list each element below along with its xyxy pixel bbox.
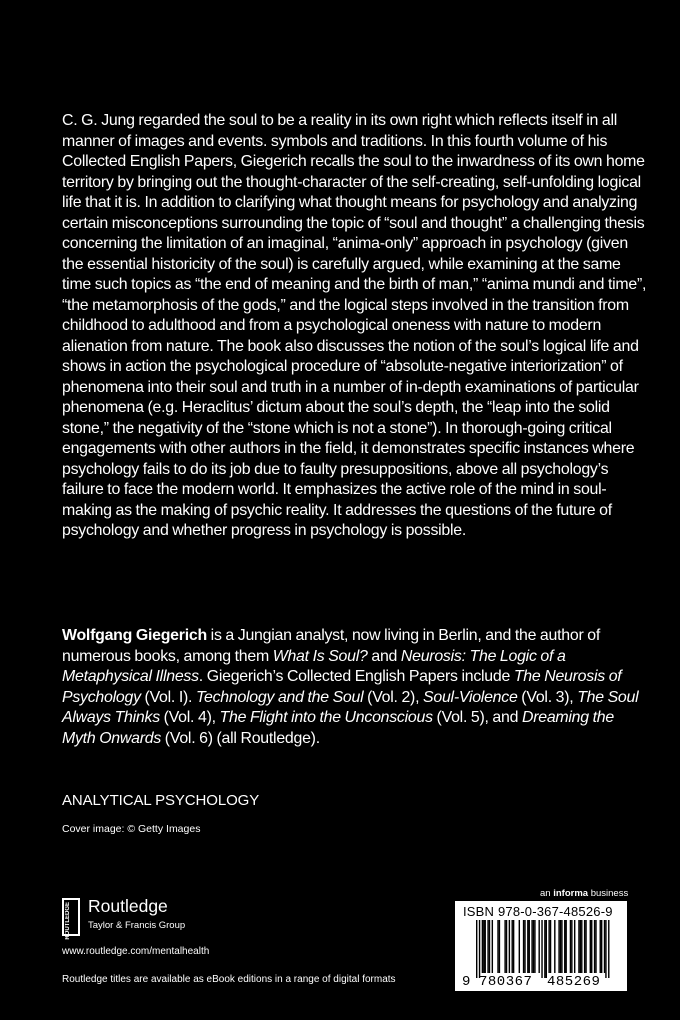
barcode-bar <box>561 920 562 973</box>
informa-tagline <box>540 888 628 899</box>
barcode-bar <box>499 920 500 973</box>
publisher-group: Taylor & Francis Group <box>88 920 186 931</box>
barcode-bar <box>580 920 581 973</box>
barcode-bar <box>560 920 561 973</box>
bio-text: (Vol. 6) (all Routledge). <box>161 729 320 747</box>
barcode-bar <box>504 920 505 973</box>
barcode-bar <box>578 920 579 973</box>
barcode-bar <box>527 920 528 973</box>
publisher-url: www.routledge.com/mentalhealth <box>62 946 210 957</box>
isbn-barcode <box>455 901 627 991</box>
barcode-bar <box>590 920 591 973</box>
barcode-bar <box>591 920 592 973</box>
logo-mark-text: ROUTLEDGE <box>65 902 71 940</box>
barcode-bar <box>534 920 535 973</box>
informa-prefix: an <box>540 888 554 899</box>
volume-title: Dreaming the Myth Onwards <box>62 709 614 747</box>
barcode-bar <box>546 920 547 978</box>
barcode-bar <box>544 920 545 978</box>
barcode-bar <box>538 920 539 973</box>
book-title: What Is Soul? <box>272 647 368 665</box>
book-title: Neurosis: The Logic of a Metaphysical Illness <box>62 647 566 685</box>
barcode-bar <box>601 920 602 973</box>
volume-title: The Neurosis of Psychology <box>62 668 622 706</box>
bio-text: is a Jungian analyst, now living in Berlin, and the author of numerous books, among them <box>62 627 601 665</box>
barcode-bar <box>581 920 582 973</box>
cover-credit: Cover image: © Getty Images <box>62 823 201 835</box>
barcode-bar <box>476 920 477 978</box>
back-cover-blurb: C. G. Jung regarded the soul to be a reality in its own right which reflects itself in all manner of images and events. symbols and traditions. In this fourth volume of his Collected English Papers, Giegerich recalls the soul to the inwardness of its own home territory by bringing out the thought-character of the self-creating, self-unfolding logical life that it is. In addition to clarifying what thought means for psychology and analyzing certain misconceptions surrounding the topic of “soul and thought” a challenging thesis concerning the limitation of an imaginal, “anima-only” approach in psychology (given the essential historicity of the soul) is carefully argued, while examining at the same time such topics as “the end of meaning and the birth of man,” “anima mundi and time”, “the metamorphosis of the gods,” and the logical steps involved in the transition from childhood to adulthood and from a psychological oneness with nature to modern alienation from nature. The book also discusses the notion of the soul’s logical life and shows in action the psychological procedure of “absolute-negative interiorization” of phenomena into their soul and truth in a number of in-depth examinations of particular phenomena (e.g. Heraclitus’ dictum about the soul’s depth, the “leap into the solid stone,” the negativity of the “stone which is not a stone”). In thorough-going critical engagements with other authors in the field, it demonstrates specific instances where psychology fails to do its job due to faulty presuppositions, above all psychology’s failure to face the modern world. It emphasizes the active role of the mind in soul-making as the making of psychic reality. It addresses the questions of the future of psychology and whether progress in psychology is possible. <box>62 112 647 539</box>
barcode-bar <box>513 920 514 973</box>
bio-text: (Vol. 4), <box>159 709 220 726</box>
barcode-bar <box>570 920 571 973</box>
barcode-bar <box>554 920 555 973</box>
barcode-bar <box>531 920 532 973</box>
barcode-bar <box>608 920 609 978</box>
informa-brand: informa <box>553 888 589 899</box>
volume-title: Soul-Violence <box>423 688 518 706</box>
barcode-bar <box>605 920 606 978</box>
barcode-bar <box>509 920 510 973</box>
bio-text: (Vol. I). <box>140 688 196 706</box>
barcode-bar <box>565 920 566 973</box>
barcode-bar <box>487 920 488 973</box>
barcode-bar <box>558 920 559 973</box>
barcode-bar <box>595 920 596 973</box>
author-bio <box>62 626 647 749</box>
subject-category: ANALYTICAL PSYCHOLOGY <box>62 792 260 809</box>
barcode-bar <box>485 920 486 973</box>
barcode-bar <box>524 920 525 973</box>
barcode-bar <box>571 920 572 973</box>
volume-title: The Flight into the Unconscious <box>219 709 433 726</box>
barcode-bar <box>550 920 551 973</box>
barcode-bar <box>489 920 490 973</box>
informa-suffix: business <box>588 888 629 899</box>
author-name: Wolfgang Giegerich <box>62 627 207 644</box>
barcode-bar <box>584 920 585 973</box>
volume-title: Technology and the Soul <box>195 688 364 706</box>
barcode-bar <box>541 920 542 978</box>
barcode-digit-lead: 9 <box>462 974 471 990</box>
barcode-bar <box>492 920 493 973</box>
isbn-label: ISBN 978-0-367-48526-9 <box>463 904 613 919</box>
barcode-bar <box>506 920 507 973</box>
barcode-bar <box>600 920 601 973</box>
barcode-digits-right: 485269 <box>547 974 601 990</box>
barcode-bar <box>548 920 549 973</box>
bio-text: (Vol. 5), and <box>432 709 522 726</box>
bio-text: . Giegerich’s Collected English Papers include <box>198 668 514 685</box>
barcode-bar <box>512 920 513 973</box>
bio-text: and <box>367 647 401 665</box>
barcode-bar <box>482 920 483 973</box>
barcode-bar <box>604 920 605 973</box>
volume-title: The Soul Always Thinks <box>62 688 639 726</box>
bio-text: (Vol. 3), <box>517 688 578 706</box>
barcode-bar <box>529 920 530 973</box>
barcode-bar <box>594 920 595 973</box>
ebook-note: Routledge titles are available as eBook editions in a range of digital formats <box>62 974 396 985</box>
barcode-bar <box>497 920 498 973</box>
routledge-mark-icon <box>62 898 80 940</box>
barcode-bar <box>519 920 520 973</box>
barcode-bar <box>483 920 484 973</box>
bio-text: (Vol. 2), <box>363 688 424 706</box>
barcode-bars-icon <box>476 920 616 978</box>
barcode-bar <box>523 920 524 973</box>
barcode-bar <box>564 920 565 973</box>
publisher-name: Routledge <box>88 896 168 916</box>
barcode-digits-left: 780367 <box>479 974 533 990</box>
barcode-bar <box>574 920 575 973</box>
barcode-bar <box>585 920 586 973</box>
barcode-bar <box>533 920 534 973</box>
barcode-bar <box>479 920 480 978</box>
